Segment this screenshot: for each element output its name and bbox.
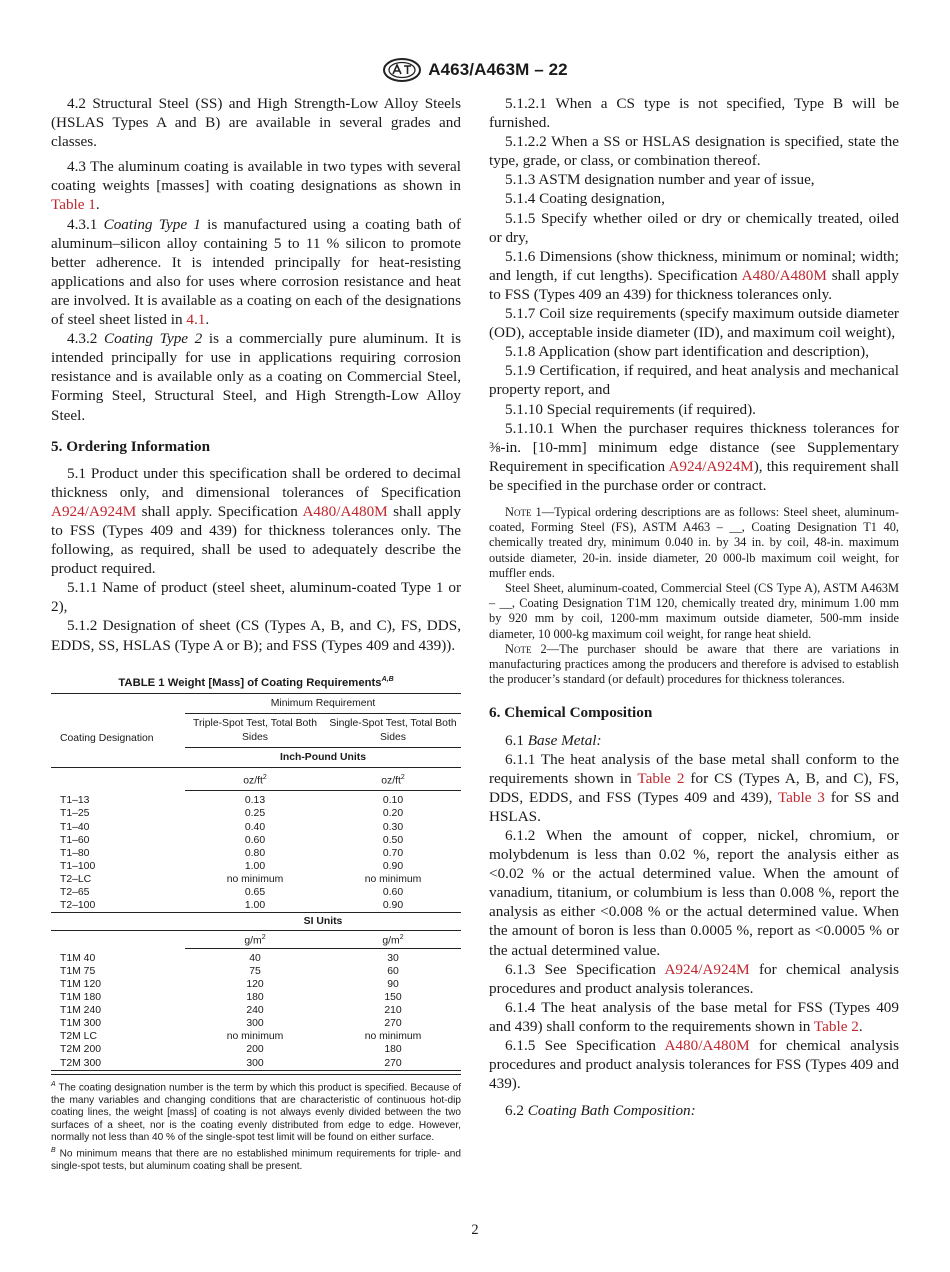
g-unit-single: $g/m^2$	[325, 931, 461, 949]
single-spot-header: Single-Spot Test, Total Both Sides	[325, 714, 461, 747]
triple-spot-cell: 0.80	[244, 847, 266, 859]
table-row	[51, 821, 461, 834]
triple-spot-cell: 0.65	[244, 886, 266, 898]
designation-cell: T2–LC	[60, 873, 92, 885]
coating-designation-header: Coating Designation	[60, 733, 154, 745]
paragraph-4-3-1: 4.3.1 Coating Type 1 is manufactured using a coating bath of aluminum–silicon alloy containing 5 to 11 % silicon to promote better adherence. It is intended principally for heat-resisting applications and also for uses where corrosion resistance and heat are involved. It is available as a coating on each of the designations of steel sheet listed in 4.1.	[51, 215, 462, 329]
triple-spot-cell: 0.40	[244, 821, 266, 833]
table-row	[51, 791, 461, 808]
paragraph-5-1-6: 5.1.6 Dimensions (show thickness, minimum or nominal; width; and length, if cut lengths). Specification A480/A480M shall apply to FSS (Types 409 an 439) for thickness tolerances only.	[489, 247, 899, 303]
paragraph-5-1-9: 5.1.9 Certification, if required, and heat analysis and mechanical property report, and	[489, 362, 899, 399]
triple-spot-cell: 0.13	[244, 795, 266, 807]
paragraph-5-1-4: 5.1.4 Coating designation,	[505, 190, 665, 208]
paragraph-5-1-2-1: 5.1.2.1 When a CS type is not specified, Type B will be furnished.	[489, 95, 899, 132]
a480-link[interactable]: A480/A480M	[741, 266, 827, 284]
paragraph-5-1-10: 5.1.10 Special requirements (if required).	[505, 400, 756, 418]
paragraph-6-1-3: 6.1.3 See Specification A924/A924M for chemical analysis procedures and product analysis tolerances.	[489, 960, 899, 997]
si-rows	[51, 948, 461, 1070]
single-spot-cell: 0.50	[382, 834, 404, 846]
table-row	[51, 1057, 461, 1071]
table-row	[51, 1030, 461, 1043]
table-row	[51, 886, 461, 899]
section-6-heading: 6. Chemical Composition	[489, 704, 653, 722]
minimum-requirement-header: Minimum Requirement	[185, 694, 461, 714]
table-row	[51, 873, 461, 886]
footnote-a: $^A$ The coating designation number is the term by which this product is specified. Because of the many variables and changing conditions that are characteristic of continuous hot-dip coating lines, the weight [mass] of coating is not always evenly divided between the two surfaces of a sheet, nor is the coating evenly distributed from edge to edge. However, normally not less than 40 % of the single-spot test limit will be found on either surface.	[51, 1080, 462, 1144]
paragraph-6-1-2: 6.1.2 When the amount of copper, nickel, chromium, or molybdenum is less than 0.02 %, report the analysis either as <0.02 % or the actual determined value. When the amount of vanadium, titanium, or columbium is less than 0.008 %, report the analysis as either <0.008 % or the actual determined value. When the amount of boron is less than 0.0005 %, report as <0.0005 % or the actual determined value.	[489, 826, 899, 959]
paragraph-5-1-10-1: 5.1.10.1 When the purchaser requires thickness tolerances for ⅜-in. [10-mm] minimum edge distance (see Supplementary Requirement in specification A924/A924M), this requirement shall be specified in the purchase order or contract.	[489, 419, 900, 494]
single-spot-cell: 90	[387, 979, 399, 991]
table-1-link[interactable]: Table 1	[51, 196, 96, 214]
a924-link[interactable]: A924/A924M	[664, 960, 750, 978]
single-spot-cell: no minimum	[364, 1031, 422, 1043]
single-spot-cell: 0.90	[382, 860, 404, 872]
section-5-heading: 5. Ordering Information	[51, 437, 211, 455]
single-spot-cell: no minimum	[364, 873, 422, 885]
designation-cell: T1–100	[60, 860, 96, 872]
triple-spot-header: Triple-Spot Test, Total Both Sides	[185, 714, 325, 747]
single-spot-cell: 210	[384, 1005, 402, 1017]
designation-cell: T1M 40	[60, 952, 96, 964]
paragraph-5-1-2-2: 5.1.2.2 When a SS or HSLAS designation is specified, state the type, grade, or class, or combination thereof.	[489, 133, 899, 170]
section-4-1-link[interactable]: 4.1	[186, 311, 206, 329]
designation-cell: T2–100	[60, 900, 96, 912]
table-1-footnotes	[51, 1074, 461, 1174]
table-row	[51, 1043, 461, 1056]
table-row	[51, 1004, 461, 1017]
designation-cell: T2M LC	[60, 1031, 97, 1043]
designation-cell: T1–25	[60, 808, 90, 820]
paragraph-6-1-4: 6.1.4 The heat analysis of the base metal for FSS (Types 409 and 439) shall conform to the requirements shown in Table 2.	[489, 998, 899, 1035]
table-row	[51, 899, 461, 913]
single-spot-cell: 30	[387, 952, 399, 964]
paragraph-5-1-5: 5.1.5 Specify whether oiled or dry or chemically treated, oiled or dry,	[489, 209, 899, 246]
paragraph-5-1-3: 5.1.3 ASTM designation number and year of issue,	[505, 171, 815, 189]
single-spot-cell: 270	[384, 1018, 402, 1030]
paragraph-5-1-8: 5.1.8 Application (show part identification and description),	[505, 343, 869, 361]
table-row	[51, 847, 461, 860]
paragraph-5-1: 5.1 Product under this specification shall be ordered to decimal thickness only, and dimensional tolerances of Specification A924/A924M shall apply. Specification A480/A480M shall apply to FSS (Types 409 and 439) for thickness tolerances only. The following, as required, shall be used to adequately describe the product required.	[51, 464, 461, 578]
designation-cell: T1–80	[60, 847, 90, 859]
note-1: Note 1—Typical ordering descriptions are as follows: Steel sheet, aluminum-coated, Forming Steel (FS), ASTM A463 – __, Coating Designation T1 40, chemically treated dry, minimum 0.040 in. by 34 in. by coil, 48-in. maximum outside diameter, 20-in. inside diameter, 20 000-lb maximum coil weight, for muffler ends.	[489, 504, 899, 580]
triple-spot-cell: no minimum	[226, 1031, 284, 1043]
a924-link[interactable]: A924/A924M	[668, 457, 754, 475]
triple-spot-cell: 240	[246, 1005, 264, 1017]
single-spot-cell: 0.60	[382, 886, 404, 898]
left-column	[51, 94, 461, 1174]
triple-spot-cell: 75	[249, 965, 261, 977]
table-row	[51, 991, 461, 1004]
single-spot-cell: 0.10	[382, 795, 404, 807]
single-spot-cell: 150	[384, 992, 402, 1004]
inch-pound-rows	[51, 791, 461, 913]
footnote-b: $^B$ No minimum means that there are no established minimum requirements for triple- and single-spot tests, but aluminum coating shall be present.	[51, 1147, 461, 1172]
a480-link[interactable]: A480/A480M	[664, 1037, 750, 1054]
triple-spot-cell: 1.00	[244, 900, 266, 912]
single-spot-cell: 0.70	[382, 847, 404, 859]
paragraph-6-1: 6.1 Base Metal:	[505, 731, 602, 749]
astm-logo-icon	[382, 58, 422, 82]
designation-cell: T1M 300	[60, 1018, 102, 1030]
triple-spot-cell: no minimum	[226, 873, 284, 885]
triple-spot-cell: 0.25	[244, 808, 266, 820]
designation-cell: T2M 300	[51, 1057, 185, 1071]
table-1-title: TABLE 1 Weight [Mass] of Coating Requirements$^{A,B}$	[118, 675, 394, 689]
single-spot-cell: 180	[384, 1044, 402, 1056]
paragraph-5-1-7: 5.1.7 Coil size requirements (specify maximum outside diameter (OD), acceptable inside diameter (ID), and maximum coil weight),	[489, 305, 899, 342]
designation-cell: T1–40	[60, 821, 90, 833]
table-row	[51, 1017, 461, 1030]
triple-spot-cell: 180	[246, 992, 264, 1004]
triple-spot-cell: 40	[249, 952, 261, 964]
paragraph-4-3: 4.3 The aluminum coating is available in two types with several coating weights [masses] with coating designations as shown in Table 1.	[51, 158, 461, 214]
triple-spot-cell: 300	[246, 1018, 264, 1030]
table-2-link[interactable]: Table 2	[637, 769, 685, 787]
triple-spot-cell: 0.60	[244, 834, 266, 846]
single-spot-cell: 0.30	[382, 821, 404, 833]
triple-spot-cell: 300	[185, 1057, 325, 1071]
single-spot-cell: 0.20	[382, 808, 404, 820]
paragraph-6-2: 6.2 Coating Bath Composition:	[505, 1102, 696, 1120]
paragraph-4-2: 4.2 Structural Steel (SS) and High Strength-Low Alloy Steels (HSLAS Types A and B) are available in several grades and classes.	[51, 95, 461, 151]
paragraph-6-1-5: 6.1.5 See Specification A480/A480M for chemical analysis procedures and product analysis tolerances for FSS (Types 409 and 439).	[489, 1037, 899, 1093]
triple-spot-cell: 120	[246, 979, 264, 991]
coating-requirements-table	[51, 693, 461, 1070]
single-spot-cell: 270	[325, 1057, 461, 1071]
oz-unit-triple: $oz/ft^2$	[185, 767, 325, 791]
si-units-header: SI Units	[185, 913, 461, 931]
table-row	[51, 860, 461, 873]
page-number: 2	[471, 1222, 479, 1238]
inch-pound-units-header: Inch-Pound Units	[185, 747, 461, 767]
designation-cell: T1–60	[60, 834, 90, 846]
paragraph-5-1-2: 5.1.2 Designation of sheet (CS (Types A, B, and C), FS, DDS, EDDS, SS, HSLAS (Type A or B); and FSS (Types 409 and 439)).	[51, 617, 461, 654]
a924-link[interactable]: A924/A924M	[51, 502, 137, 520]
oz-unit-single: $oz/ft^2$	[325, 767, 461, 791]
a480-link[interactable]: A480/A480M	[302, 502, 388, 520]
designation-cell: T1M 180	[60, 992, 102, 1004]
g-unit-triple: $g/m^2$	[185, 931, 325, 949]
note-2: Note 2—The purchaser should be aware that there are variations in manufacturing practices among the producers and therefore is advised to establish the producer’s standard (or default) procedures for thickness tolerances.	[489, 641, 899, 687]
triple-spot-cell: 200	[246, 1044, 264, 1056]
designation-cell: T2M 200	[60, 1044, 102, 1056]
paragraph-5-1-1: 5.1.1 Name of product (steel sheet, aluminum-coated Type 1 or 2),	[51, 579, 461, 616]
table-row	[51, 834, 461, 847]
right-column	[489, 94, 899, 1120]
table-row	[51, 807, 461, 820]
table-row	[51, 978, 461, 991]
table-row	[51, 965, 461, 978]
note-1-example-2: Steel Sheet, aluminum-coated, Commercial Steel (CS Type A), ASTM A463M – __, Coating Designation T1M 120, chemically treated dry, minimum 1.00 mm by 920 mm by coil, 1200-mm maximum outside diameter, 500-mm inside diameter, 10 000-kg maximum coil weight, for range heat shield.	[489, 580, 899, 641]
table-2-link[interactable]: Table 2	[813, 1017, 859, 1035]
designation-cell: T2–65	[60, 886, 90, 898]
paragraph-4-3-2: 4.3.2 Coating Type 2 is a commercially pure aluminum. It is intended principally for use in applications requiring corrosion resistance and is available only as a coating on Commercial Steel, Forming Steel, Structural Steel, and High Strength-Low Alloy Steel.	[51, 330, 461, 424]
page-header	[0, 56, 950, 84]
designation-cell: T1–13	[60, 795, 90, 807]
triple-spot-cell: 1.00	[244, 860, 266, 872]
document-designation: A463/A463M – 22	[428, 60, 568, 79]
single-spot-cell: 60	[387, 965, 399, 977]
designation-cell: T1M 75	[60, 965, 96, 977]
table-row	[51, 948, 461, 965]
designation-cell: T1M 240	[60, 1005, 102, 1017]
table-3-link[interactable]: Table 3	[777, 788, 825, 806]
designation-cell: T1M 120	[60, 979, 102, 991]
paragraph-6-1-1: 6.1.1 The heat analysis of the base metal shall conform to the requirements shown in Table 2 for CS (Types A, B, and C), FS, DDS, EDDS, and FSS (Types 409 and 439), Table 3 for SS and HSLAS.	[489, 750, 900, 825]
single-spot-cell: 0.90	[382, 900, 404, 912]
